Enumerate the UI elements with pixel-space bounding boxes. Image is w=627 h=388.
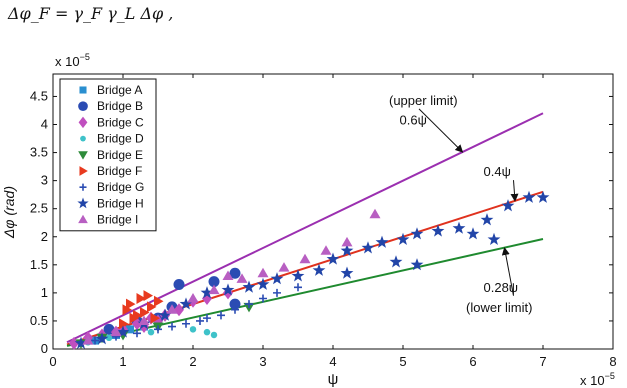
bridge-h-point [411, 227, 424, 239]
bridge-g-point [182, 320, 190, 328]
annotation-arrow [514, 180, 516, 201]
bridge-i-point [321, 245, 332, 255]
x-tick-label: 1 [119, 354, 127, 369]
legend-label: Bridge E [97, 147, 144, 162]
y-tick-label: 4 [40, 116, 48, 132]
legend-marker [80, 136, 86, 142]
legend-label: Bridge B [97, 99, 144, 114]
x-tick-label: 5 [399, 354, 407, 369]
y-tick-label: 1.5 [29, 256, 48, 272]
legend-label: Bridge H [97, 196, 144, 211]
x-exponent-label: x $10^{-5}$ [580, 371, 615, 388]
bridge-i-point [188, 293, 199, 303]
bridge-i-point [342, 237, 353, 247]
legend-label: Bridge G [97, 180, 145, 195]
annotation-text: 0.6ψ [399, 112, 427, 128]
bridge-b-point [174, 279, 185, 290]
bridge-d-point [148, 329, 155, 336]
bridge-d-point [211, 332, 218, 339]
x-tick-label: 8 [609, 354, 617, 369]
y-tick-label: 2 [40, 228, 48, 244]
legend [60, 79, 156, 231]
y-tick-label: 0 [40, 341, 48, 356]
y-tick-label: 0.5 [29, 312, 48, 328]
bridge-g-point [196, 317, 204, 325]
bridge-h-point [390, 255, 403, 267]
x-tick-label: 4 [329, 354, 337, 369]
equation: Δφ_F = γ_F γ_L Δφ , [8, 4, 174, 23]
annotation-text: 0.28ψ [483, 279, 519, 295]
bridge-i-point [209, 285, 220, 295]
y-exponent-label: x $10^{-5}$ [55, 52, 90, 69]
bridge-g-point [294, 283, 302, 291]
y-tick-label: 4.5 [29, 88, 48, 104]
y-tick-label: 2.5 [29, 200, 48, 216]
y-tick-label: 3.5 [29, 144, 48, 160]
bridge-g-point [273, 289, 281, 297]
x-tick-label: 3 [259, 354, 267, 369]
bridge-h-point [376, 236, 389, 248]
bridge-h-point [467, 227, 480, 239]
y-tick-label: 1 [40, 284, 48, 300]
x-tick-label: 6 [469, 354, 477, 369]
bridge-i-point [258, 268, 269, 278]
y-tick-label: 3 [40, 172, 48, 188]
bridge-h-point [453, 222, 466, 234]
bridge-i-point [300, 254, 311, 263]
x-axis-label: ψ [327, 371, 339, 388]
x-tick-label: 2 [189, 354, 197, 369]
bridge-h-point [362, 241, 375, 253]
bridge-f-point [126, 299, 136, 310]
x-tick-label: 7 [539, 354, 547, 369]
bridge-i-point [279, 262, 290, 272]
bridge-d-point [190, 326, 197, 333]
bridge-h-point [341, 266, 354, 278]
legend-label: Bridge I [97, 212, 139, 227]
legend-marker [79, 86, 86, 93]
bridge-h-point [523, 191, 536, 203]
y-axis-label: Δφ (rad) [1, 186, 17, 238]
legend-marker [78, 101, 88, 111]
legend-label: Bridge D [97, 131, 144, 146]
legend-label: Bridge C [97, 115, 144, 130]
annotation-text: 0.4ψ [483, 164, 511, 180]
x-tick-label: 0 [49, 354, 57, 369]
bridge-h-point [271, 272, 284, 284]
legend-label: Bridge A [97, 83, 143, 97]
bridge-h-point [488, 233, 501, 245]
legend-label: Bridge F [97, 164, 143, 178]
annotation-text: (upper limit) [389, 92, 458, 108]
bridge-f-point [144, 290, 154, 301]
annotation-text: (lower limit) [466, 299, 533, 315]
bridge-h-point [481, 213, 494, 225]
bridge-i-point [370, 209, 381, 219]
bridge-d-point [204, 329, 211, 336]
